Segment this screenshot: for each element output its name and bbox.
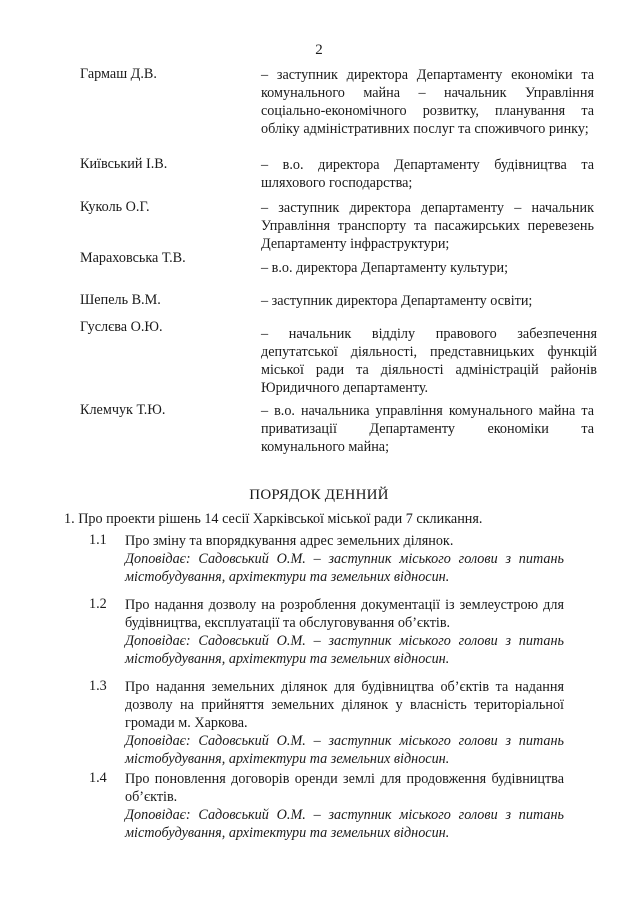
attendee-name: Київський І.В. [80, 156, 168, 172]
page-number: 2 [315, 42, 323, 58]
subitem-title: Про зміну та впорядкування адрес земельних ділянок. [125, 533, 454, 549]
attendee-name: Куколь О.Г. [80, 199, 150, 215]
attendee-role: – заступник директора Департаменту економіки та комунального майна – начальник Управління соціально-економічного розвитку, планування та обліку адміністративних послуг та споживчого ринку; [261, 67, 594, 137]
attendee-role: – в.о. директора Департаменту будівництва та шляхового господарства; [261, 157, 594, 191]
attendee-name: Мараховська Т.В. [80, 250, 186, 266]
subitem-reporter: Доповідає: Садовський О.М. – заступник міського голови з питань містобудування, архітектури та земельних відносин. [125, 807, 564, 841]
subitem-number: 1.2 [89, 596, 107, 612]
subitem-number: 1.4 [89, 770, 107, 786]
attendee-role: – в.о. директора Департаменту культури; [261, 260, 509, 276]
subitem-reporter: Доповідає: Садовський О.М. – заступник міського голови з питань містобудування, архітектури та земельних відносин. [125, 633, 564, 667]
attendee-role: – начальник відділу правового забезпечення депутатської діяльності, представницьких функцій міської ради та діяльності адміністрацій районів Юридичного департаменту. [261, 326, 597, 396]
subitem-reporter: Доповідає: Садовський О.М. – заступник міського голови з питань містобудування, архітектури та земельних відносин. [125, 551, 564, 585]
agenda-title: ПОРЯДОК ДЕННИЙ [249, 487, 389, 503]
attendee-name: Шепель В.М. [80, 292, 161, 308]
attendee-name: Клемчук Т.Ю. [80, 402, 166, 418]
subitem-title: Про поновлення договорів оренди землі для продовження будівництва об’єктів. [125, 771, 564, 805]
attendee-role: – в.о. начальника управління комунального майна та приватизації Департаменту економіки та комунального майна; [261, 403, 594, 455]
subitem-title: Про надання дозволу на розроблення документації із землеустрою для будівництва, експлуатації та обслуговування об’єктів. [125, 597, 564, 631]
attendee-role: – заступник директора департаменту – начальник Управління транспорту та пасажирських перевезень Департаменту інфраструктури; [261, 200, 594, 252]
subitem-reporter: Доповідає: Садовський О.М. – заступник міського голови з питань містобудування, архітектури та земельних відносин. [125, 733, 564, 767]
attendee-name: Гуслєва О.Ю. [80, 319, 163, 335]
subitem-number: 1.3 [89, 678, 107, 694]
attendee-name: Гармаш Д.В. [80, 66, 157, 82]
attendee-role: – заступник директора Департаменту освіти; [261, 293, 533, 309]
agenda-item: 1. Про проекти рішень 14 сесії Харківської міської ради 7 скликання. [64, 511, 483, 527]
subitem-title: Про надання земельних ділянок для будівництва об’єктів та надання дозволу на прийняття земельних ділянок у власність територіальної громади м. Харкова. [125, 679, 564, 731]
subitem-number: 1.1 [89, 532, 107, 548]
